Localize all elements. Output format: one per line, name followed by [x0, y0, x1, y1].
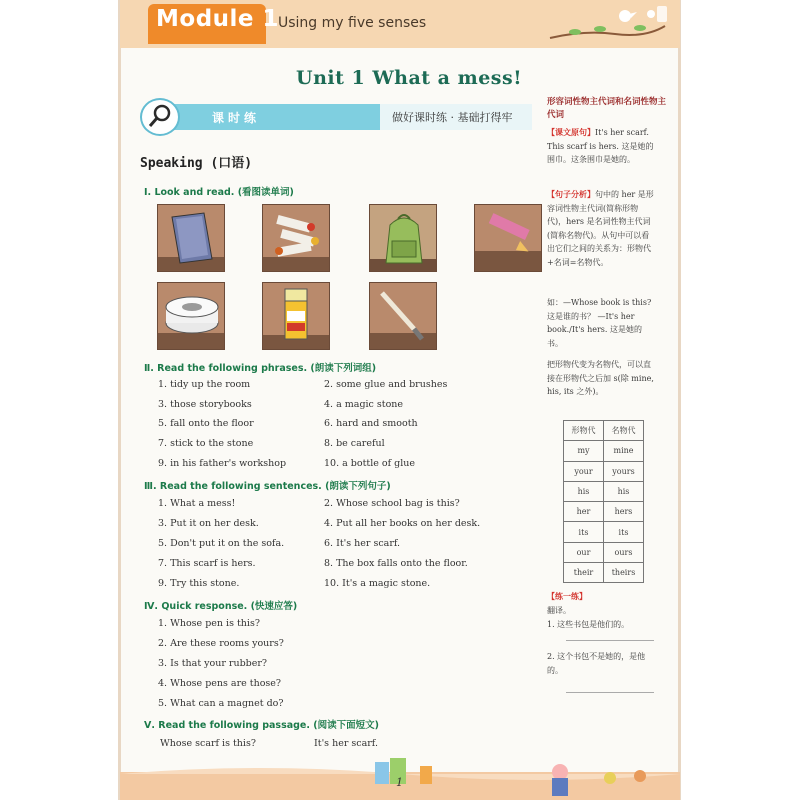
phrase-item: 8. be careful	[324, 438, 385, 449]
magnifier-icon	[142, 100, 178, 134]
sentence-item: 1. What a mess!	[158, 498, 236, 509]
sidebar-text: 句中的 her 是形容词性物主代词(简称形物代)，hers 是名词性物主代词(简称名物代)。从句中可以看出它们之间的关系为：形物代+名词=名物代。	[547, 190, 654, 267]
table-row	[564, 481, 644, 501]
paints-picture	[262, 204, 330, 272]
glue-tape-picture	[157, 282, 225, 350]
answer-line	[566, 692, 654, 693]
sentence-item: 3. Put it on her desk.	[158, 518, 259, 529]
table-cell: his	[564, 481, 604, 501]
table-cell: our	[564, 542, 604, 562]
table-header-row	[564, 421, 644, 441]
table-row	[564, 542, 644, 562]
table-row	[564, 522, 644, 542]
sidebar-paragraph-2	[547, 188, 655, 269]
passage-line: It's her scarf.	[314, 738, 378, 749]
storybook-picture	[157, 204, 225, 272]
sidebar-rule: 把形物代变为名物代，可以直接在形物代之后加 s(除 mine, his, its 之外)。	[547, 360, 654, 396]
table-cell: its	[564, 522, 604, 542]
section-2-title: Ⅱ. Read the following phrases. (朗读下列词组)	[144, 363, 377, 374]
sentence-item: 10. It's a magic stone.	[324, 578, 431, 589]
table-cell: your	[564, 461, 604, 481]
banner-slogan: 做好课时练 · 基础打得牢	[392, 111, 513, 124]
sentence-item: 8. The box falls onto the floor.	[324, 558, 468, 569]
phrase-item: 7. stick to the stone	[158, 438, 254, 449]
section-1-title: Ⅰ. Look and read. (看图读单词)	[144, 187, 294, 198]
table-cell: their	[564, 563, 604, 583]
sidebar-tag: 【句子分析】	[547, 189, 595, 199]
question-item: 3. Is that your rubber?	[158, 658, 268, 669]
table-cell: theirs	[604, 563, 644, 583]
section-3-title: Ⅲ. Read the following sentences. (朗读下列句子)	[144, 481, 391, 492]
practice-tag: 【练一练】	[547, 591, 587, 601]
brush-picture	[369, 282, 437, 350]
page-edge-right	[678, 0, 681, 800]
answer-line	[566, 640, 654, 641]
sidebar-tag: 【课文原句】	[547, 127, 595, 137]
table-cell: her	[564, 502, 604, 522]
practice-heading	[547, 590, 655, 604]
phrase-item: 3. those storybooks	[158, 399, 252, 410]
table-row	[564, 461, 644, 481]
table-row	[564, 441, 644, 461]
question-item: 4. Whose pens are those?	[158, 678, 282, 689]
table-cell: ours	[604, 542, 644, 562]
sentence-item: 9. Try this stone.	[158, 578, 240, 589]
practice-label: 翻译。	[547, 606, 571, 615]
phrase-item: 2. some glue and brushes	[324, 379, 448, 390]
phrase-item: 6. hard and smooth	[324, 418, 418, 429]
table-row	[564, 563, 644, 583]
table-cell: mine	[604, 441, 644, 461]
section-4-title: Ⅳ. Quick response. (快速应答)	[144, 601, 298, 612]
table-cell: hers	[604, 502, 644, 522]
module-title: Module 1	[156, 6, 280, 32]
practice-item-1: 1. 这些书包是他们的。	[547, 620, 630, 629]
sentence-item: 2. Whose school bag is this?	[324, 498, 460, 509]
sidebar-paragraph-1	[547, 126, 655, 167]
question-item: 2. Are these rooms yours?	[158, 638, 284, 649]
phrase-item: 9. in his father's workshop	[158, 458, 287, 469]
unit-title: Unit 1 What a mess!	[296, 67, 523, 89]
table-cell: his	[604, 481, 644, 501]
banner-label: 课时练	[212, 111, 261, 125]
sidebar-text: It's her scarf. This scarf is hers. 这是她的围巾。这条围巾是她的。	[547, 128, 654, 164]
school-bag-picture	[369, 204, 437, 272]
sentence-item: 7. This scarf is hers.	[158, 558, 256, 569]
table-cell: its	[604, 522, 644, 542]
question-item: 1. Whose pen is this?	[158, 618, 260, 629]
phrase-item: 4. a magic stone	[324, 399, 404, 410]
sidebar-title: 形容词性物主代词和名词性物主代词	[547, 97, 667, 120]
sentence-item: 6. It's her scarf.	[324, 538, 401, 549]
magnifier-badge	[140, 98, 180, 136]
sentence-item: 5. Don't put it on the sofa.	[158, 538, 285, 549]
question-item: 5. What can a magnet do?	[158, 698, 284, 709]
page-number: 1	[396, 776, 403, 789]
phrase-item: 1. tidy up the room	[158, 379, 251, 390]
glue-stick-picture	[262, 282, 330, 350]
sidebar-example: 如：—Whose book is this? 这是谁的书？ —It's her book./It's hers. 这是她的书。	[547, 298, 652, 348]
table-header-cell: 名物代	[604, 421, 644, 441]
pronoun-table	[563, 420, 644, 583]
module-subtitle: Using my five senses	[278, 15, 427, 31]
passage-line: Whose scarf is this?	[160, 738, 256, 749]
table-row	[564, 502, 644, 522]
speaking-heading: Speaking (口语)	[140, 156, 253, 171]
page-edge-left	[118, 0, 121, 800]
practice-item-2: 2. 这个书包不是她的，是他的。	[547, 652, 646, 675]
phrase-item: 5. fall onto the floor	[158, 418, 254, 429]
crayon-picture	[474, 204, 542, 272]
phrase-item: 10. a bottle of glue	[324, 458, 416, 469]
table-cell: my	[564, 441, 604, 461]
table-cell: yours	[604, 461, 644, 481]
bird-branch-decoration	[545, 2, 670, 44]
section-5-title: Ⅴ. Read the following passage. (阅读下面短文)	[144, 720, 379, 731]
table-header-cell: 形物代	[564, 421, 604, 441]
sentence-item: 4. Put all her books on her desk.	[324, 518, 481, 529]
